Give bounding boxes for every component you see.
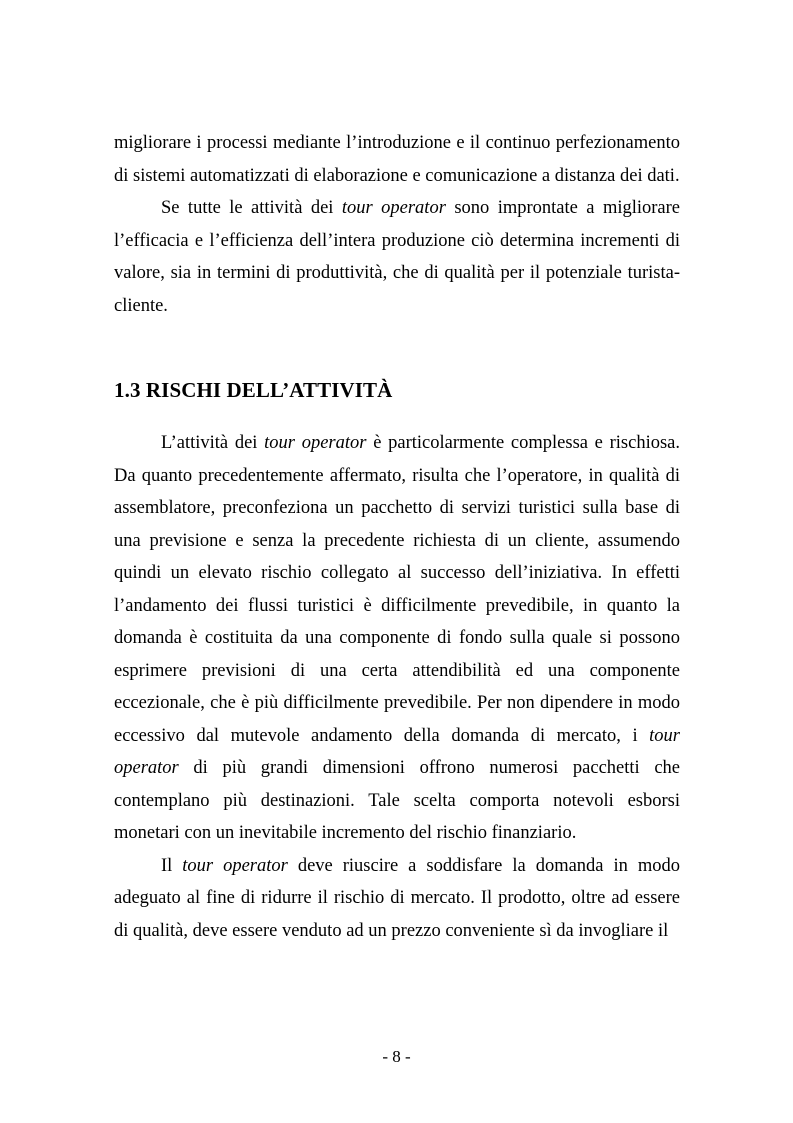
paragraph-text: Il xyxy=(161,855,183,876)
paragraph-text: sono improntate a migliorare l’efficacia e l’efficienza dell’intera produzione ciò determina incrementi di valore, sia in termini di produttività, che di qualità per il potenziale turista-cliente. xyxy=(114,198,680,316)
paragraph-text: deve riuscire a soddisfare la domanda in modo adeguato al fine di ridurre il rischio di mercato. Il prodotto, oltre ad essere di qualità, deve essere venduto ad un prezzo conveniente sì da invogliare il xyxy=(114,855,680,941)
page-number: - 8 - xyxy=(382,1047,411,1066)
italic-term: tour operator xyxy=(114,725,680,778)
paragraph-market-risk xyxy=(114,850,680,948)
document-page xyxy=(114,127,680,947)
italic-term: tour operator xyxy=(182,855,288,876)
paragraph-activity-risk xyxy=(114,427,680,850)
paragraph-tour-operator-efficiency xyxy=(114,192,680,322)
paragraph-text: è particolarmente complessa e rischiosa. Da quanto precedentemente affermato, risulta che l’operatore, in qualità di assemblatore, preconfeziona un pacchetto di servizi turistici sulla base di una previsione e senza la precedente richiesta di un cliente, assumendo quindi un elevato rischio collegato al successo dell’iniziativa. In effetti l’andamento dei flussi turistici è difficilmente prevedibile, in quanto la domanda è costituita da una componente di fondo sulla quale si possono esprimere previsioni di una certa attendibilità ed una componente eccezionale, che è più difficilmente prevedibile. Per non dipendere in modo eccessivo dal mutevole andamento della domanda di mercato, i xyxy=(114,433,680,746)
italic-term: tour operator xyxy=(264,433,367,453)
section-heading: 1.3 RISCHI DELL’ATTIVITÀ xyxy=(114,378,393,402)
paragraph-text: L’attività dei xyxy=(161,433,265,453)
paragraph-text: di più grandi dimensioni offrono numerosi pacchetti che contemplano più destinazioni. Tale scelta comporta notevoli esborsi monetari con un inevitabile incremento del rischio finanziario. xyxy=(114,758,680,843)
paragraph-continuation xyxy=(114,127,680,192)
paragraph-text: Se tutte le attività dei xyxy=(161,198,342,218)
paragraph-text: migliorare i processi mediante l’introduzione e il continuo perfezionamento di sistemi automatizzati di elaborazione e comunicazione a distanza dei dati. xyxy=(114,133,680,186)
italic-term: tour operator xyxy=(341,198,446,218)
